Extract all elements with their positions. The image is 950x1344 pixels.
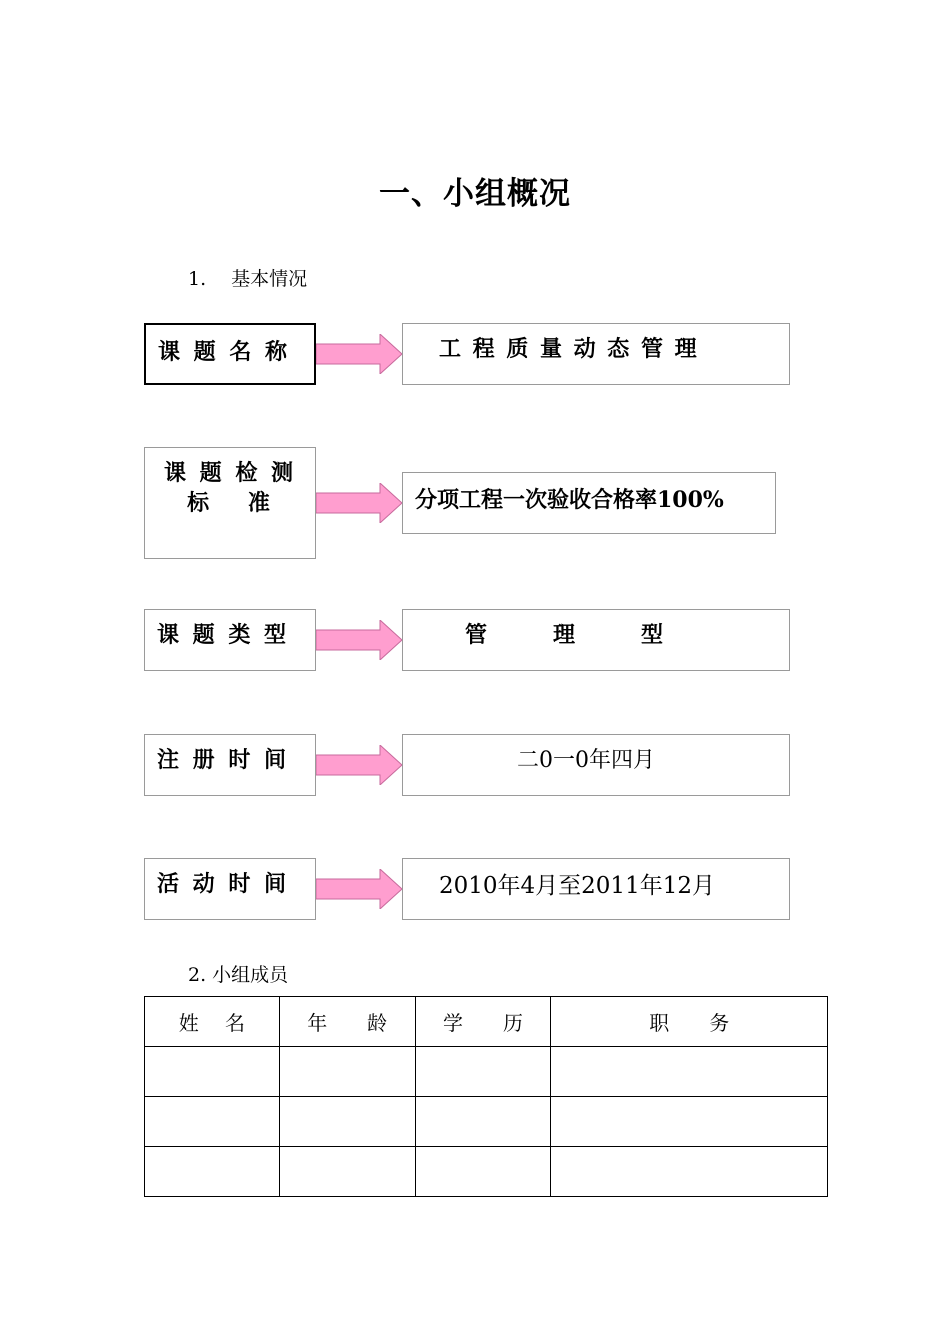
header-education: 学 历: [415, 997, 551, 1047]
header-age: 年 龄: [279, 997, 415, 1047]
label-box-activity-time: [144, 858, 316, 920]
label-detection-standard-line2: 标 准: [187, 490, 273, 516]
value-box-topic-name: [402, 323, 790, 385]
value-box-topic-type: [402, 609, 790, 671]
label-box-topic-name: [144, 323, 316, 385]
table-row: [145, 1047, 828, 1097]
table-row: [145, 1147, 828, 1197]
label-detection-standard-line1: 课 题 检 测: [164, 460, 296, 486]
arrow-icon: [316, 483, 404, 523]
label-box-topic-type: [144, 609, 316, 671]
table-cell: [145, 1147, 280, 1197]
value-registration-time: 二0一0年四月: [517, 748, 655, 773]
label-registration-time: 注 册 时 间: [157, 747, 289, 773]
page-title: 一、小组概况: [379, 176, 571, 212]
members-table: [144, 996, 828, 1197]
header-position: 职 务: [551, 997, 828, 1047]
table-cell: [551, 1047, 828, 1097]
section-heading-basic-info: 1. 基本情况: [188, 268, 308, 290]
table-cell: [551, 1097, 828, 1147]
label-box-detection-standard: [144, 447, 316, 559]
value-activity-time: 2010年4月至2011年12月: [439, 873, 715, 899]
table-cell: [145, 1047, 280, 1097]
label-activity-time: 活 动 时 间: [157, 871, 289, 897]
arrow-icon: [316, 869, 404, 909]
table-header-row: [145, 997, 828, 1047]
value-topic-type: 管 理 型: [465, 622, 664, 648]
section-heading-members: 2. 小组成员: [188, 964, 289, 986]
header-name: 姓 名: [145, 997, 280, 1047]
table-cell: [279, 1097, 415, 1147]
table-row: [145, 1097, 828, 1147]
label-box-registration-time: [144, 734, 316, 796]
table-cell: [415, 1147, 551, 1197]
value-topic-name: 工 程 质 量 动 态 管 理: [439, 336, 699, 362]
table-cell: [415, 1097, 551, 1147]
table-cell: [415, 1047, 551, 1097]
table-cell: [551, 1147, 828, 1197]
table-cell: [279, 1147, 415, 1197]
value-detection-standard: 分项工程一次验收合格率100%: [415, 487, 724, 513]
arrow-icon: [316, 620, 404, 660]
value-box-detection-standard: [402, 472, 776, 534]
table-cell: [279, 1047, 415, 1097]
label-topic-type: 课 题 类 型: [157, 622, 289, 648]
arrow-icon: [316, 745, 404, 785]
table-cell: [145, 1097, 280, 1147]
label-topic-name: 课 题 名 称: [158, 339, 290, 365]
value-box-activity-time: [402, 858, 790, 920]
value-box-registration-time: [402, 734, 790, 796]
arrow-icon: [316, 334, 404, 374]
